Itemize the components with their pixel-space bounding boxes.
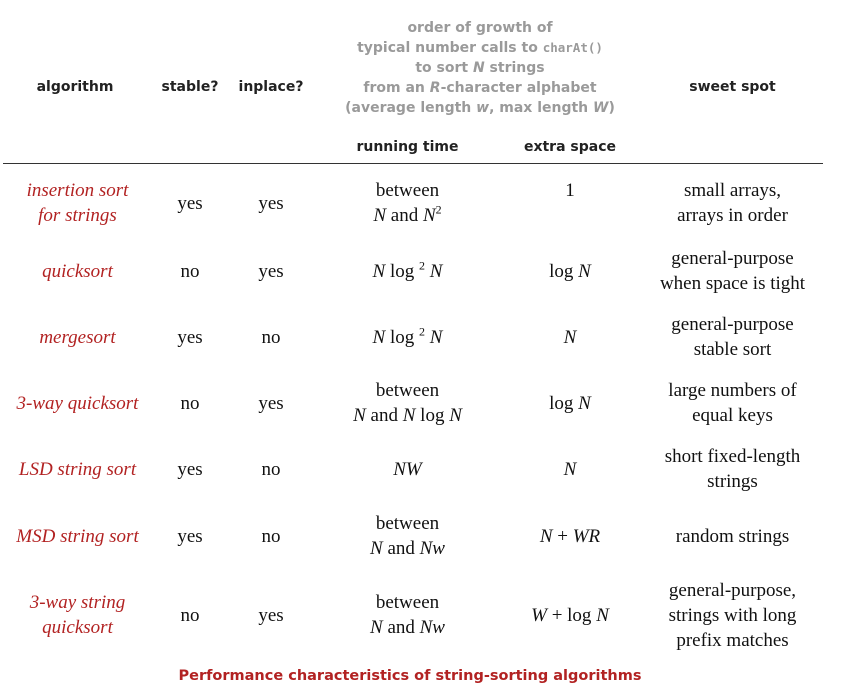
sweet-spot-cell: short fixed-length strings xyxy=(664,446,801,492)
stable-cell: yes xyxy=(177,458,203,480)
sweet-spot-cell: small arrays, arrays in order xyxy=(677,180,788,226)
algorithm-cell: mergesort xyxy=(39,326,116,348)
stable-cell: yes xyxy=(177,326,203,348)
extra-space-cell: N xyxy=(563,326,577,348)
growth-line-2: typical number calls to charAt() xyxy=(357,40,603,56)
sweet-spot-cell: general-purpose, strings with long prefix matches xyxy=(668,579,797,651)
growth-line-4: from an R-character alphabet xyxy=(363,80,597,96)
inplace-cell: no xyxy=(261,458,281,480)
header-running-time: running time xyxy=(356,139,459,155)
stable-cell: no xyxy=(180,260,200,282)
inplace-cell: yes xyxy=(258,192,284,214)
running-time-cell: between N and Nw xyxy=(370,592,445,638)
table-row xyxy=(0,176,858,230)
running-time-cell: NW xyxy=(393,458,422,480)
header-divider xyxy=(3,163,823,164)
algorithm-cell: LSD string sort xyxy=(18,458,137,480)
inplace-cell: no xyxy=(261,326,281,348)
algorithm-cell: 3-way quicksort xyxy=(16,392,139,414)
table-caption: Performance characteristics of string-sorting algorithms xyxy=(178,668,642,684)
growth-line-3: to sort N strings xyxy=(415,60,545,76)
extra-space-cell: 1 xyxy=(565,180,575,201)
stable-cell: no xyxy=(180,604,200,626)
algorithm-cell: 3-way string quicksort xyxy=(29,592,126,638)
sweet-spot-cell: large numbers of equal keys xyxy=(668,380,797,426)
table-row xyxy=(0,442,858,496)
inplace-cell: no xyxy=(261,525,281,547)
extra-space-cell: log N xyxy=(549,392,591,414)
table-row xyxy=(0,509,858,563)
sweet-spot-cell: general-purpose when space is tight xyxy=(659,248,806,294)
running-time-cell: N log $^2$ N xyxy=(372,258,443,282)
running-time-cell: between N and N log N xyxy=(353,380,462,426)
inplace-cell: yes xyxy=(258,260,284,282)
extra-space-cell: W + log N xyxy=(531,604,609,626)
growth-line-5: (average length w, max length W) xyxy=(345,100,615,116)
extra-space-cell: N + WR xyxy=(539,525,601,547)
algorithm-cell: insertion sort for strings xyxy=(26,180,129,226)
algorithm-cell: quicksort xyxy=(42,260,113,282)
header-stable: stable? xyxy=(161,79,219,95)
header-order-of-growth xyxy=(330,18,630,118)
sweet-spot-cell: general-purpose stable sort xyxy=(671,314,794,360)
inplace-cell: yes xyxy=(258,604,284,626)
algorithm-cell: MSD string sort xyxy=(16,525,139,547)
table-row xyxy=(0,576,858,654)
running-time-cell: between N and Nw xyxy=(370,513,445,559)
stable-cell: yes xyxy=(177,192,203,214)
header-algorithm: algorithm xyxy=(36,79,114,95)
running-time-cell: between N and $N^2$ xyxy=(373,180,442,226)
inplace-cell: yes xyxy=(258,392,284,414)
header-sweet-spot: sweet spot xyxy=(689,79,776,95)
header-inplace: inplace? xyxy=(238,79,304,95)
sweet-spot-cell: random strings xyxy=(675,525,790,547)
header-extra-space: extra space xyxy=(523,139,617,155)
running-time-cell: N log $^2$ N xyxy=(372,324,443,348)
growth-line-1: order of growth of xyxy=(407,20,553,36)
stable-cell: no xyxy=(180,392,200,414)
extra-space-cell: log N xyxy=(549,260,591,282)
extra-space-cell: N xyxy=(563,458,577,480)
stable-cell: yes xyxy=(177,525,203,547)
table-row xyxy=(0,376,858,430)
table-row xyxy=(0,310,858,364)
table-row xyxy=(0,244,858,298)
